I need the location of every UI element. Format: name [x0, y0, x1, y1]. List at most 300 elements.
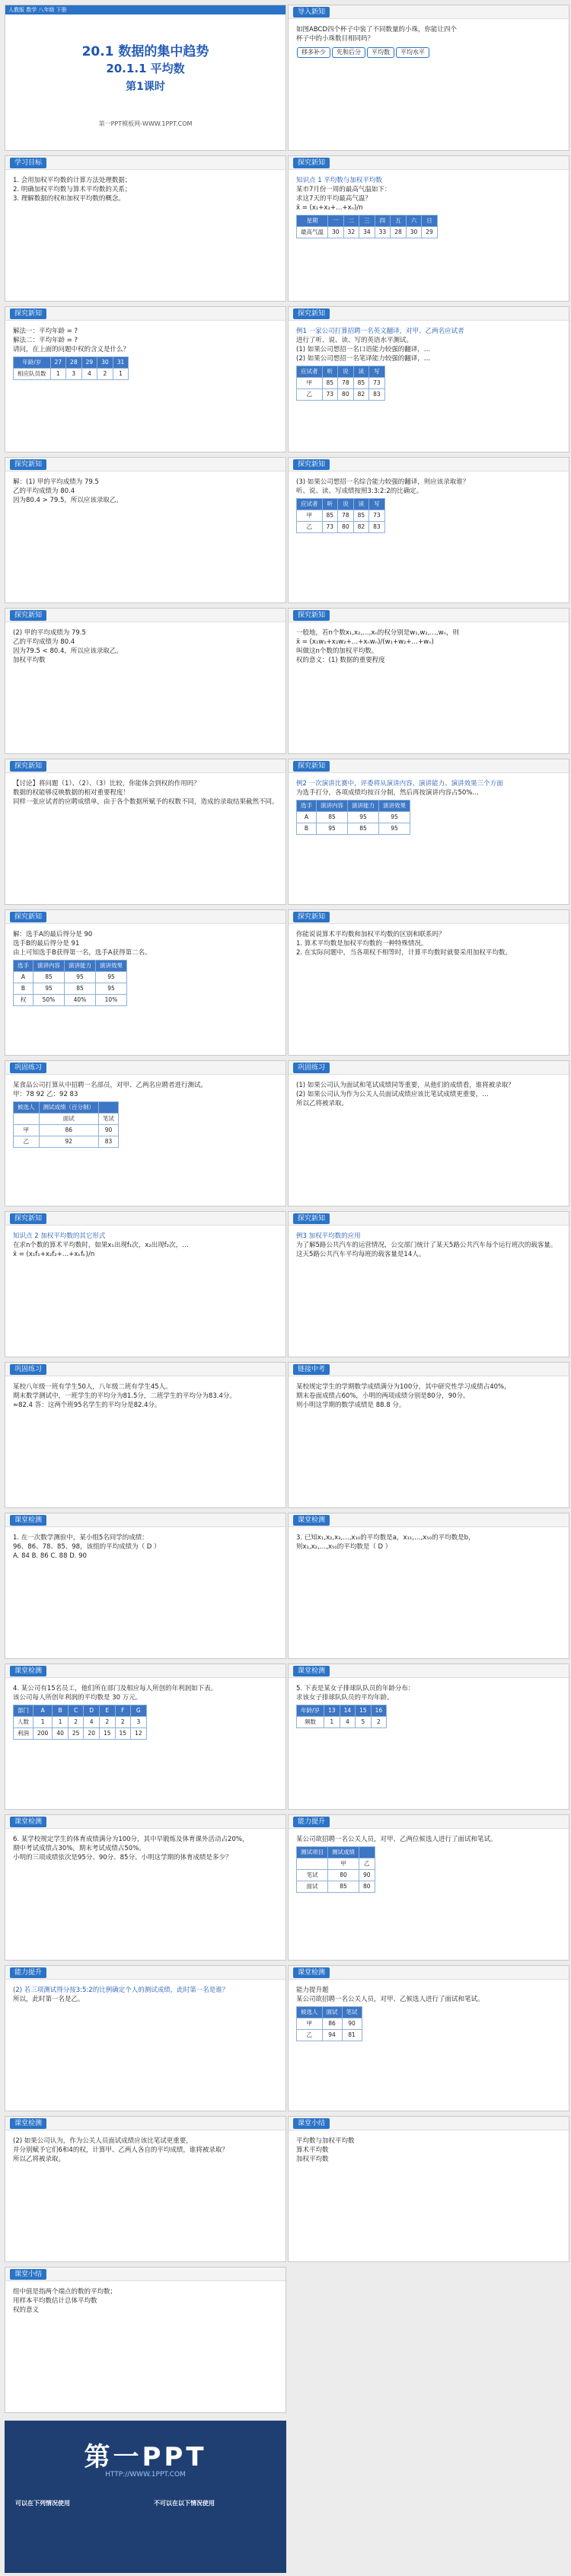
slide-text-line: 1. 算术平均数是加权平均数的一种特殊情况。	[296, 940, 428, 948]
slide-text-line: 如图ABCD四个杯子中装了不同数量的小珠，你能让四个	[296, 26, 457, 34]
slide-text-line: 一般地，若n个数x₁,x₂,…,xₙ的权分别是w₁,w₂,…,wₙ，则	[296, 629, 459, 637]
slide-text-line: (1) 如果公司想招一名口语能力较强的翻译，…	[296, 346, 431, 353]
slide-section-tag: 课堂检测	[293, 1515, 330, 1526]
slide-header	[289, 759, 569, 773]
slide-text-line: 4. 某公司有15名员工，他们所在部门及相应每人所创的年利润如下表。	[13, 1685, 218, 1692]
table-cell: 15	[99, 1728, 115, 1740]
table-row	[297, 823, 410, 835]
slide-section-tag: 探究新知	[293, 459, 330, 470]
table-cell: 1	[324, 1717, 340, 1728]
slide-section-tag: 导入新知	[293, 7, 330, 18]
slide-header	[289, 5, 569, 19]
title-slide[interactable]	[5, 5, 286, 151]
slide-text-line: 算术平均数	[296, 2146, 329, 2154]
table-cell: 1	[50, 369, 66, 380]
table-cell: 16	[371, 1705, 387, 1717]
slide-text-line: 数据的权能够反映数据的相对重要程度！	[13, 789, 130, 797]
table-cell: 2	[99, 1717, 115, 1728]
slide-text-line: 乙的平均成绩为 80.4	[13, 638, 75, 646]
table-cell: 选手	[14, 960, 33, 972]
slide-body	[296, 628, 563, 665]
concept-pill: 平均数	[367, 47, 394, 58]
slide-section-tag: 探究新知	[10, 1213, 46, 1224]
slide-text-line: 所以，此时第一名是乙。	[13, 1996, 85, 2003]
table-cell: 83	[99, 1136, 119, 1148]
table-cell: 85	[317, 812, 348, 823]
slide-header	[5, 910, 286, 924]
table-cell: 85	[328, 1881, 359, 1893]
table-row	[297, 389, 385, 401]
table-cell: 30	[328, 227, 344, 238]
slide-header	[5, 1815, 286, 1829]
slide-30[interactable]	[5, 2267, 286, 2413]
footer-col1	[15, 2500, 137, 2507]
slide-text-line: (2) 甲的平均成绩为 79.5	[13, 629, 86, 637]
slide-text-line: (2) 如果公司认为作为公关人员面试成绩应该比笔试成绩更重要，…	[296, 1091, 489, 1098]
table-cell: 演讲能力	[65, 960, 96, 972]
slide-4[interactable]	[5, 306, 286, 452]
table-cell: 85	[65, 983, 96, 995]
table-cell: 73	[369, 510, 385, 522]
table-cell: 日	[422, 216, 438, 227]
slide-section-tag: 巩固练习	[10, 1364, 46, 1375]
table-row	[297, 1717, 387, 1728]
table-cell: 1	[33, 1717, 53, 1728]
slide-header	[5, 156, 286, 170]
slide-header	[5, 2117, 286, 2130]
slide-header	[289, 1363, 569, 1376]
slide-text-line: 则小明这学期的数学成绩是 88.8 分。	[296, 1401, 406, 1409]
slide-28[interactable]	[5, 2116, 286, 2262]
footer-col1-title: 可以在下列情况使用	[15, 2500, 70, 2507]
slide-text-line: 3. 理解数据的权和加权平均数的概念。	[13, 195, 125, 203]
table-cell: 30	[97, 357, 113, 369]
slide-17[interactable]	[288, 1211, 569, 1357]
table-cell: 3	[66, 369, 82, 380]
slide-13[interactable]	[288, 909, 569, 1056]
table-cell: 测试成绩（百分制）	[39, 1102, 99, 1114]
table-cell: 笔试	[297, 1870, 328, 1881]
table-cell: 31	[113, 357, 129, 369]
slide-9[interactable]	[288, 608, 569, 754]
slide-1[interactable]	[288, 5, 569, 151]
slide-text-line: 小明的三项成绩依次是95分、90分、85分。小明这学期的体育成绩是多少？	[13, 1854, 232, 1862]
slide-text-line: 由上可知选手B获得第一名，选手A获得第二名。	[13, 949, 152, 957]
slide-text-line: 2. 在实际问题中，当各项权不相等时，计算平均数时就要采用加权平均数。	[296, 949, 512, 957]
table-cell: 4	[84, 1717, 100, 1728]
table-cell: 85	[348, 823, 379, 835]
table-cell: 78	[338, 378, 354, 389]
slide-text-line: 加权平均数	[296, 2156, 329, 2163]
table-cell: 20	[84, 1728, 100, 1740]
concept-pill: 移多补少	[297, 47, 330, 58]
table-cell: 说	[338, 366, 354, 378]
data-table	[13, 960, 127, 1006]
slide-section-tag: 课堂小结	[293, 2118, 330, 2129]
table-cell: 测试成绩	[328, 1847, 359, 1858]
table-cell: 90	[342, 2018, 362, 2030]
table-cell: 面试	[322, 2007, 342, 2018]
slide-section-tag: 探究新知	[293, 912, 330, 922]
table-cell: 演讲效果	[379, 801, 410, 812]
slide-text-line: 期中考试成绩占30%，期末考试成绩占50%。	[13, 1845, 145, 1852]
slide-16[interactable]	[5, 1211, 286, 1357]
table-cell: 演讲内容	[317, 801, 348, 812]
slide-text-line: 期末数学测试中，一班学生的平均分为81.5分，二班学生的平均分为83.4分。	[13, 1392, 236, 1400]
table-row	[14, 995, 127, 1006]
data-table	[296, 366, 385, 401]
table-cell: 应试者	[297, 499, 323, 510]
slide-text-line: 某校规定学生的学期数学成绩满分为100分，其中研究性学习成绩占40%，	[296, 1383, 511, 1391]
slide-text-line: 1. 在一次数学测验中，某小组5名同学的成绩：	[13, 1534, 148, 1542]
table-row	[297, 216, 438, 227]
slide-14[interactable]	[5, 1060, 286, 1207]
table-cell: 相应队员数	[14, 369, 51, 380]
slide-text-line: 为选手打分，各项成绩均按百分制，然后再按演讲内容占50%…	[296, 789, 479, 797]
slide-body	[13, 478, 279, 505]
table-cell: B	[297, 823, 317, 835]
table-cell: 32	[343, 227, 359, 238]
table-cell: 83	[369, 389, 385, 401]
table-cell	[14, 1114, 40, 1125]
slide-section-tag: 链接中考	[293, 1364, 330, 1375]
table-cell: 演讲能力	[348, 801, 379, 812]
slide-text-line: 1. 会用加权平均数的计算方法处理数据；	[13, 177, 132, 184]
slide-26[interactable]	[5, 1965, 286, 2111]
table-row	[14, 1705, 147, 1717]
slide-section-tag: 探究新知	[293, 761, 330, 772]
table-cell: 面试	[297, 1881, 328, 1893]
slide-text-line: 96、86、78、85、98，该组的平均成绩为（ D ）	[13, 1543, 161, 1551]
table-cell: 95	[379, 823, 410, 835]
table-cell: 25	[68, 1728, 84, 1740]
table-cell: 28	[391, 227, 407, 238]
slide-22[interactable]	[5, 1664, 286, 1810]
slide-text-line: 例1 一家公司打算招聘一名英文翻译，对甲、乙两名应试者	[296, 328, 464, 335]
slide-text-line: 听、说、读、写成绩按照3:3:2:2的比确定。	[296, 487, 423, 495]
table-cell: 13	[324, 1705, 340, 1717]
table-cell: 选手	[297, 801, 317, 812]
footer-slide[interactable]	[5, 2421, 286, 2573]
title-slide-top-label: 人教版 数学 八年级 下册	[5, 5, 286, 14]
table-cell: 40	[53, 1728, 69, 1740]
slide-text-line: 乙的平均成绩为 80.4	[13, 487, 75, 495]
slide-text-line: 该公司每人所创年利润的平均数是 30 万元。	[13, 1694, 142, 1702]
slide-body	[13, 1533, 279, 1561]
table-cell: 4	[340, 1717, 356, 1728]
table-cell: 1	[53, 1717, 69, 1728]
table-row	[14, 357, 129, 369]
table-cell: 星期	[297, 216, 328, 227]
table-cell: 年龄/岁	[14, 357, 51, 369]
slide-header	[289, 609, 569, 622]
table-cell: 听	[322, 499, 338, 510]
slide-body	[13, 176, 279, 203]
title-slide-title3: 第1课时	[126, 81, 165, 93]
slide-7[interactable]	[288, 457, 569, 603]
slide-header	[289, 156, 569, 170]
table-cell: 甲	[297, 378, 323, 389]
slide-text-line: 平均数与加权平均数	[296, 2137, 355, 2145]
table-cell: 写	[369, 366, 385, 378]
table-cell: 85	[353, 378, 369, 389]
slide-body	[296, 327, 563, 401]
slide-header	[289, 1061, 569, 1075]
title-slide-title2: 20.1.1 平均数	[106, 62, 185, 75]
slide-body	[13, 1081, 279, 1148]
slide-body	[296, 1986, 563, 2041]
slide-section-tag: 巩固练习	[293, 1063, 330, 1073]
slide-18[interactable]	[5, 1362, 286, 1508]
slide-23[interactable]	[288, 1664, 569, 1810]
table-cell: 80	[328, 1870, 359, 1881]
slide-section-tag: 课堂检测	[10, 1515, 46, 1526]
table-cell: 80	[338, 522, 354, 533]
table-cell: 80	[338, 389, 354, 401]
table-cell: 95	[96, 972, 127, 983]
slide-text-line: 组中值是指两个端点的数的平均数；	[13, 2288, 117, 2296]
table-cell: 14	[340, 1705, 356, 1717]
table-cell: 面试	[39, 1114, 99, 1125]
slide-body	[296, 1382, 563, 1410]
table-cell: 50%	[33, 995, 65, 1006]
slide-15[interactable]	[288, 1060, 569, 1207]
slide-body	[296, 1533, 563, 1552]
footer-logo: 第一PPT	[84, 2442, 207, 2472]
slide-header	[5, 1513, 286, 1527]
slide-section-tag: 探究新知	[10, 308, 46, 319]
slide-text-line: 某市7月份一周的最高气温如下：	[296, 186, 391, 193]
table-cell: E	[99, 1705, 115, 1717]
table-cell: 最高气温	[297, 227, 328, 238]
slide-21[interactable]	[288, 1513, 569, 1659]
table-cell: 二	[343, 216, 359, 227]
slide-text-line: 加权平均数	[13, 657, 46, 664]
slide-text-line: 所以乙将被录取。	[13, 2156, 65, 2163]
table-row	[14, 1728, 147, 1740]
slide-header	[5, 1966, 286, 1980]
table-cell: 1	[113, 369, 129, 380]
table-cell: F	[115, 1705, 131, 1717]
table-cell: 三	[359, 216, 375, 227]
table-cell: 73	[322, 389, 338, 401]
table-row	[14, 1717, 147, 1728]
concept-pill: 平均水平	[396, 47, 429, 58]
table-cell: 200	[33, 1728, 53, 1740]
table-row	[297, 1881, 375, 1893]
slide-body	[13, 628, 279, 665]
table-cell	[99, 1102, 119, 1114]
table-cell: 2	[115, 1717, 131, 1728]
table-row	[297, 812, 410, 823]
table-cell: 27	[50, 357, 66, 369]
slide-body	[296, 930, 563, 957]
table-row	[297, 1858, 375, 1870]
table-row	[14, 1125, 119, 1136]
table-cell: 候选人	[297, 2007, 323, 2018]
slide-body	[13, 2287, 279, 2315]
slide-body	[13, 1382, 279, 1410]
slide-2[interactable]	[5, 155, 286, 302]
slide-12[interactable]	[5, 909, 286, 1056]
slide-text-line: x̄ = (x₁f₁+x₂f₂+…+xₖfₖ)/n	[13, 1251, 95, 1258]
slide-section-tag: 探究新知	[10, 459, 46, 470]
slide-body	[296, 1835, 563, 1893]
table-cell: 86	[322, 2018, 342, 2030]
title-slide-footer: 第一PPT模板网-WWW.1PPT.COM	[98, 120, 193, 127]
slide-section-tag: 探究新知	[10, 912, 46, 922]
slide-section-tag: 课堂检测	[293, 1666, 330, 1676]
slide-header	[5, 2268, 286, 2281]
table-row	[297, 2030, 362, 2041]
slide-text-line: (2) 若三项测试得分按3:5:2的比例确定个人的测试成绩，此时第一名是谁？	[13, 1986, 229, 1994]
table-cell: 82	[353, 389, 369, 401]
table-cell: 81	[342, 2030, 362, 2041]
data-table	[296, 215, 438, 238]
table-cell: 演讲效果	[96, 960, 127, 972]
slide-header	[5, 458, 286, 471]
slide-header	[5, 609, 286, 622]
slide-text-line: x̄ = (x₁w₁+x₂w₂+…+xₙwₙ)/(w₁+w₂+…+wₙ)	[296, 638, 434, 646]
table-cell: 73	[369, 378, 385, 389]
slide-header	[289, 2117, 569, 2130]
slide-header	[289, 458, 569, 471]
table-cell: 人数	[14, 1717, 33, 1728]
slide-text-line: 权的意义：(1) 数据的重要程度	[296, 657, 385, 664]
slide-text-line: 解法二：平均年龄 = ?	[13, 337, 78, 344]
slide-section-tag: 探究新知	[293, 158, 330, 168]
data-table	[296, 498, 385, 533]
slide-20[interactable]	[5, 1513, 286, 1659]
slide-header	[289, 307, 569, 321]
table-row	[297, 378, 385, 389]
slide-text-line: 求该女子排球队队员的平均年龄。	[296, 1694, 394, 1702]
slide-text-line: 例2 一次演讲比赛中，评委将从演讲内容、演讲能力、演讲效果三个方面	[296, 780, 503, 788]
table-row	[297, 227, 438, 238]
table-cell: 92	[39, 1136, 99, 1148]
data-table	[296, 2006, 362, 2041]
table-cell: 利润	[14, 1728, 33, 1740]
slide-header	[5, 1212, 286, 1226]
slide-header	[289, 910, 569, 924]
slide-text-line: 某校八年级一班有学生50人，八年级二班有学生45人。	[13, 1383, 172, 1391]
slide-text-line: 某食品公司打算从中招聘一名部员，对甲、乙两名应聘者进行测试。	[13, 1082, 208, 1089]
slide-text-line: A. 84 B. 86 C. 88 D. 90	[13, 1552, 87, 1560]
slide-body	[296, 2137, 563, 2164]
table-cell: 15	[115, 1728, 131, 1740]
table-cell: 10%	[96, 995, 127, 1006]
concept-pill: 先和后分	[332, 47, 365, 58]
slide-text-line: 选手B的最后得分是 91	[13, 940, 80, 948]
table-cell: 读	[353, 366, 369, 378]
table-cell: 85	[33, 972, 65, 983]
slide-body	[13, 1835, 279, 1862]
table-cell: B	[14, 983, 33, 995]
slide-body	[13, 1232, 279, 1259]
slide-body	[296, 176, 563, 238]
table-cell: 4	[81, 369, 97, 380]
table-row	[297, 2007, 362, 2018]
slide-10[interactable]	[5, 759, 286, 905]
table-cell: 80	[359, 1881, 375, 1893]
slide-19[interactable]	[288, 1362, 569, 1508]
slide-section-tag: 探究新知	[10, 610, 46, 621]
table-cell: 说	[338, 499, 354, 510]
slide-text-line: 能力提升题	[296, 1986, 329, 1994]
table-cell: 一	[328, 216, 344, 227]
table-cell: A	[14, 972, 33, 983]
slide-8[interactable]	[5, 608, 286, 754]
table-cell: 40%	[65, 995, 96, 1006]
slide-body	[296, 1232, 563, 1259]
slide-body	[13, 327, 279, 380]
slide-header	[289, 1513, 569, 1527]
slide-header	[289, 1212, 569, 1226]
table-cell: 5	[356, 1717, 372, 1728]
slide-text-line: 某公司欲招聘一名公关人员，对甲、乙两位候选人进行了面试和笔试。	[296, 1836, 497, 1843]
slide-11[interactable]	[288, 759, 569, 905]
slide-text-line: 期末卷面成绩占60%，小明的两项成绩分别是80分，90分。	[296, 1392, 470, 1400]
table-cell: 部门	[14, 1705, 33, 1717]
table-cell: 甲	[297, 2018, 323, 2030]
slide-29[interactable]	[288, 2116, 569, 2262]
table-cell: 乙	[297, 2030, 323, 2041]
table-cell: 写	[369, 499, 385, 510]
table-cell: D	[84, 1705, 100, 1717]
slide-text-line: 求这7天的平均最高气温？	[296, 195, 372, 203]
slide-24[interactable]	[5, 1814, 286, 1961]
slide-text-line: (1) 如果公司认为面试和笔试成绩同等重要，从他们的成绩看，谁将被录取？	[296, 1082, 515, 1089]
slide-text-line: 甲：78 92 乙：92 83	[13, 1091, 78, 1098]
table-cell: 15	[356, 1705, 372, 1717]
table-row	[297, 1870, 375, 1881]
slide-text-line: 在求n个数的算术平均数时，如果x₁出现f₁次，x₂出现f₂次，…	[13, 1242, 189, 1249]
slide-text-line: 解：(1) 甲的平均成绩为 79.5	[13, 478, 99, 486]
slide-body	[13, 930, 279, 1006]
slide-header	[5, 759, 286, 773]
slide-text-line: 进行了听、说、读、写的英语水平测试。	[296, 337, 413, 344]
table-cell: 30	[406, 227, 422, 238]
slide-5[interactable]	[288, 306, 569, 452]
table-cell: 笔试	[342, 2007, 362, 2018]
table-cell: 29	[81, 357, 97, 369]
slide-text-line: 解法一：平均年龄 = ?	[13, 328, 78, 335]
slide-27[interactable]	[288, 1965, 569, 2111]
slide-text-line: 2. 明确加权平均数与算术平均数的关系；	[13, 186, 132, 193]
footer-col2-title: 不可以在以下情况使用	[154, 2500, 215, 2507]
table-cell: 90	[359, 1870, 375, 1881]
slide-text-line: 这天5路公共汽车平均每班的载客量是14人。	[296, 1251, 426, 1258]
table-cell: B	[53, 1705, 69, 1717]
slide-text-line: 所以乙将被录取。	[296, 1100, 349, 1107]
table-cell: 五	[391, 216, 407, 227]
slide-section-tag: 能力提升	[10, 1967, 46, 1978]
slide-25[interactable]	[288, 1814, 569, 1961]
slide-header	[289, 1966, 569, 1980]
table-cell: 82	[353, 522, 369, 533]
table-cell: 乙	[297, 522, 323, 533]
table-cell: 95	[348, 812, 379, 823]
slide-section-tag: 探究新知	[293, 1213, 330, 1224]
table-row	[14, 983, 127, 995]
slide-3[interactable]	[288, 155, 569, 302]
slide-text-line: 杯子中的小珠数目相同吗？	[296, 35, 375, 43]
slide-6[interactable]	[5, 457, 286, 603]
slide-text-line: 【讨论】将问题（1）、（2）、（3）比较，你能体会到权的作用吗？	[13, 780, 200, 788]
table-row	[14, 1114, 119, 1125]
slide-section-tag: 巩固练习	[10, 1063, 46, 1073]
slide-text-line: ≈82.4 答：这两个班95名学生的平均分是82.4分。	[13, 1401, 161, 1409]
